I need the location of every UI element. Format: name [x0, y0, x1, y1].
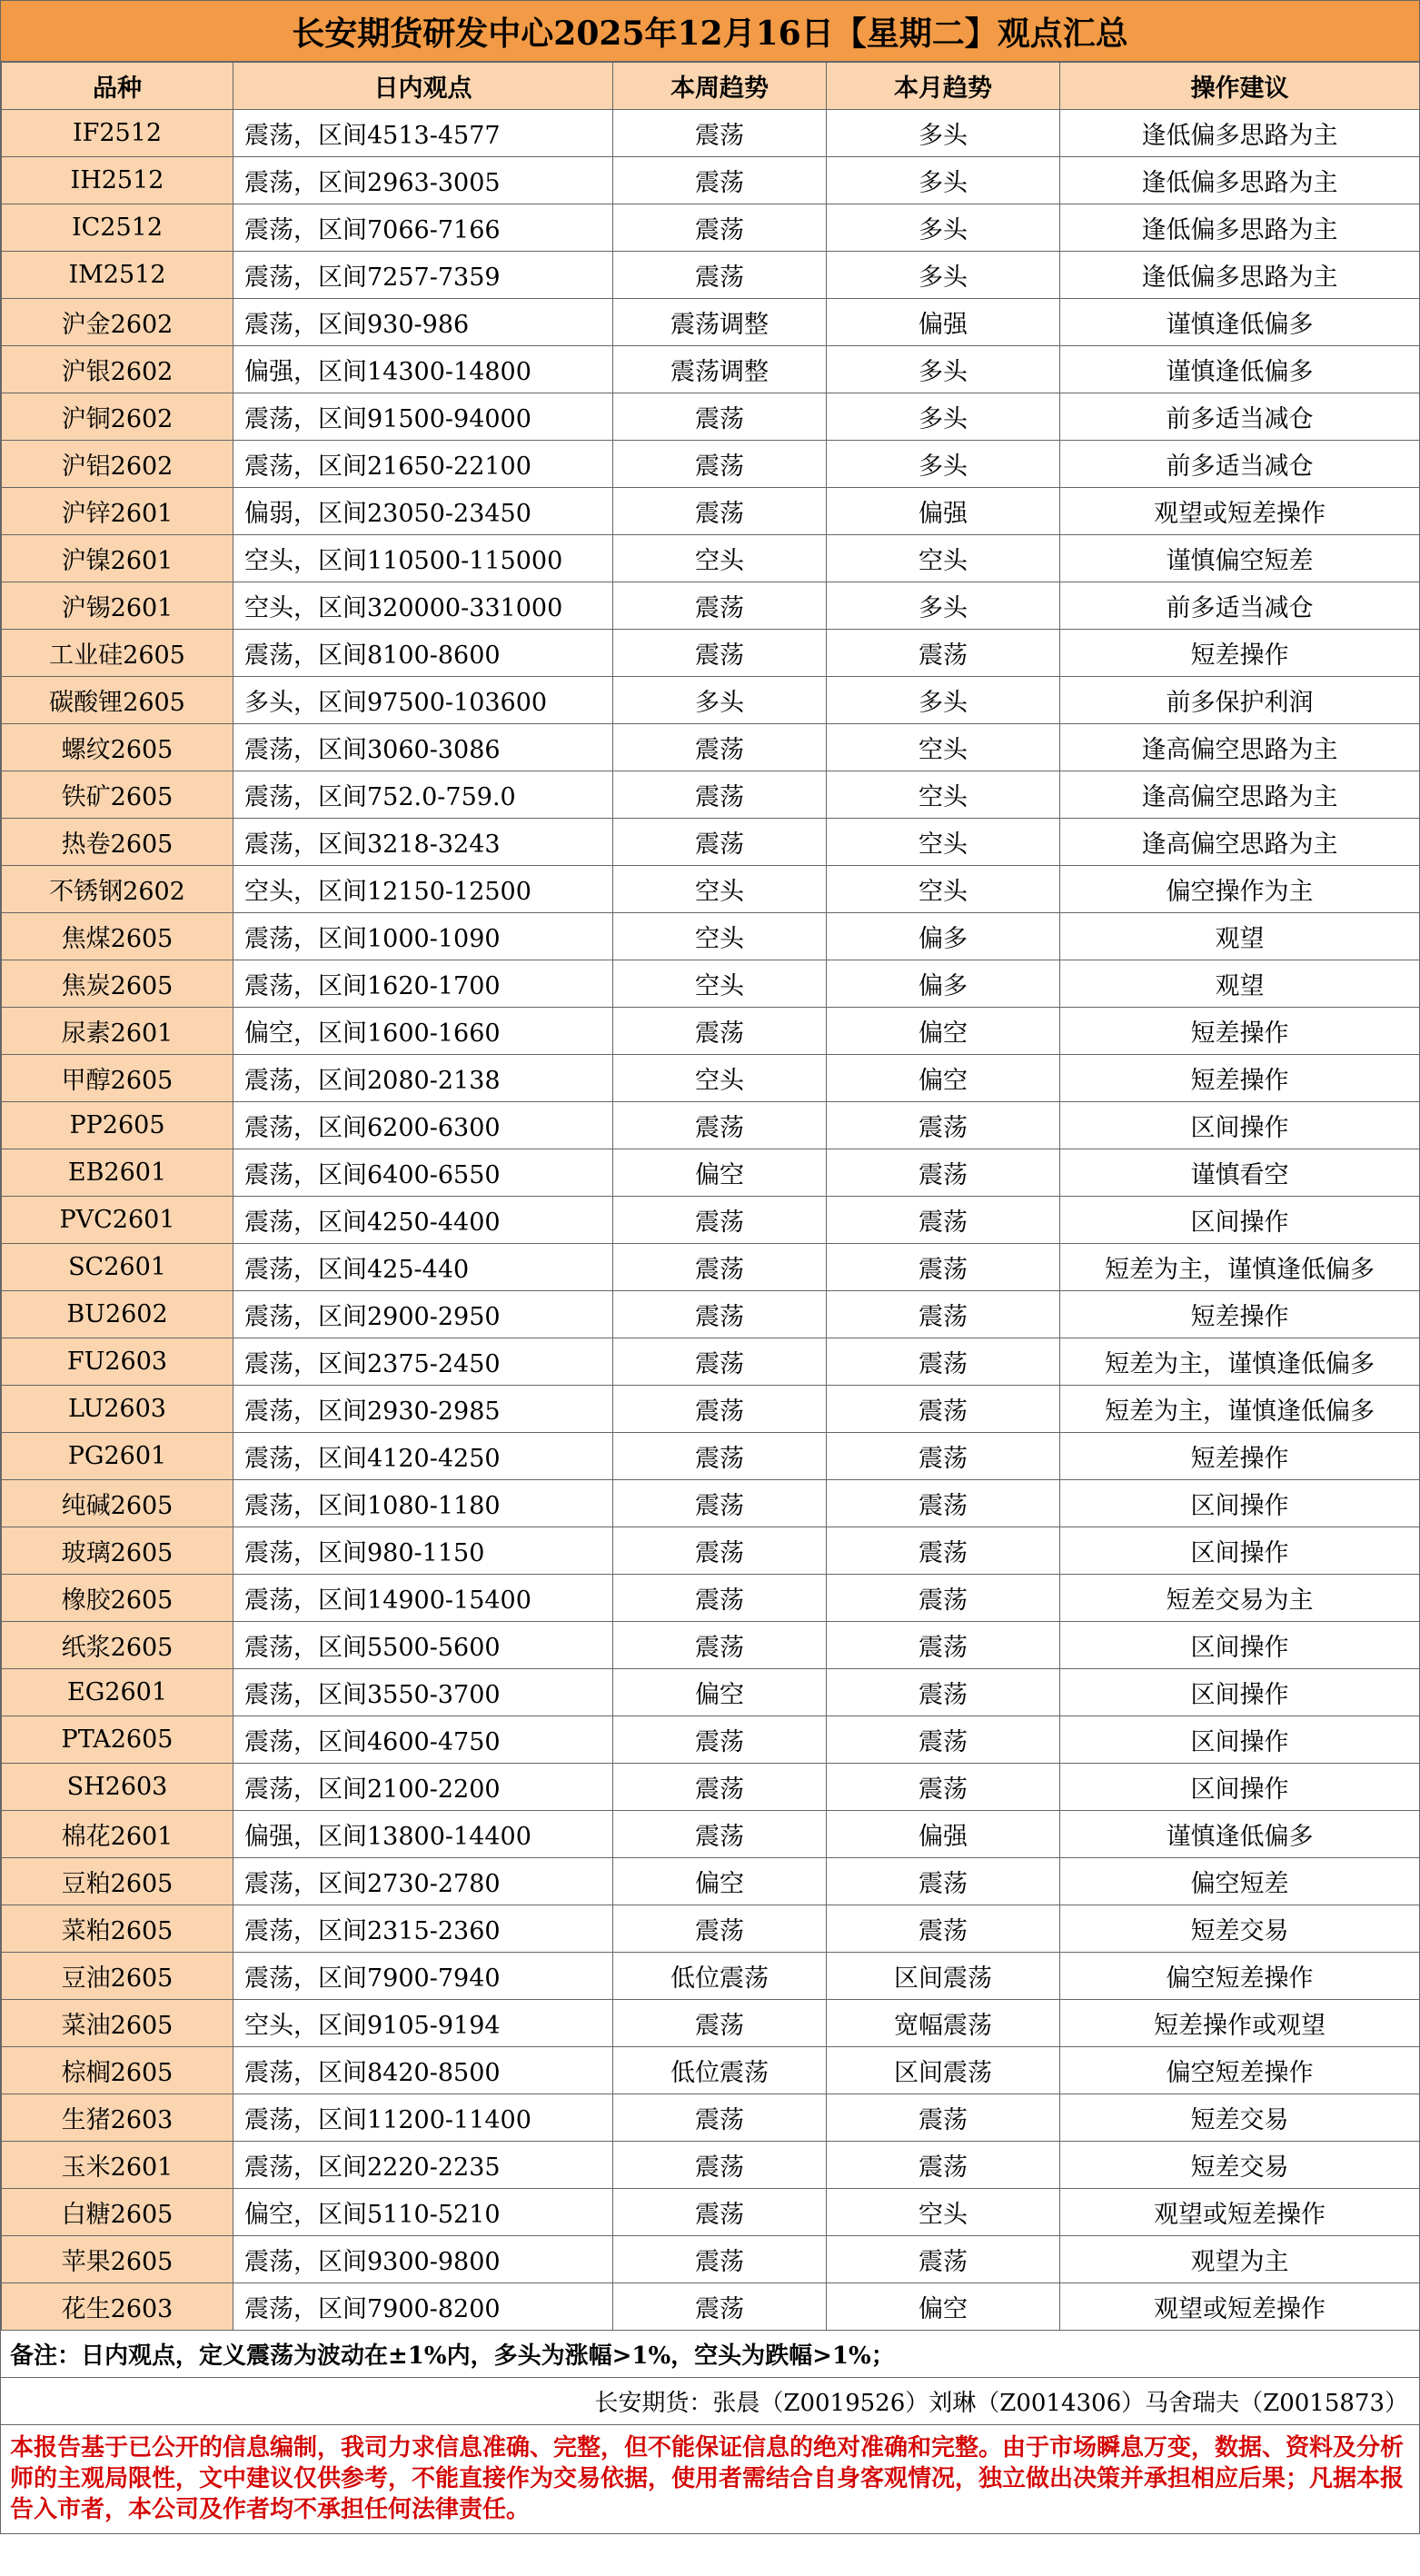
- cell-week-trend: 空头: [613, 913, 827, 960]
- table-row: [2, 1197, 1420, 1244]
- cell-variety: 苹果2605: [2, 2236, 233, 2283]
- cell-advice: 偏空短差操作: [1060, 1953, 1420, 2000]
- cell-week-trend: 震荡: [613, 1338, 827, 1386]
- table-row: [2, 1433, 1420, 1480]
- cell-intraday-view: 震荡，区间930-986: [233, 299, 613, 346]
- table-row: [2, 1149, 1420, 1197]
- cell-month-trend: 震荡: [827, 1764, 1060, 1811]
- table-body: [2, 110, 1420, 2331]
- cell-intraday-view: 震荡，区间4600-4750: [233, 1716, 613, 1764]
- header-variety: 品种: [2, 63, 233, 110]
- cell-advice: 观望或短差操作: [1060, 2189, 1420, 2236]
- table-row: [2, 582, 1420, 630]
- cell-advice: 区间操作: [1060, 1102, 1420, 1149]
- cell-week-trend: 震荡: [613, 1764, 827, 1811]
- cell-intraday-view: 震荡，区间1620-1700: [233, 960, 613, 1008]
- cell-month-trend: 震荡: [827, 1858, 1060, 1905]
- cell-intraday-view: 偏空，区间1600-1660: [233, 1008, 613, 1055]
- table-row: [2, 1858, 1420, 1905]
- cell-intraday-view: 震荡，区间1000-1090: [233, 913, 613, 960]
- views-table: [1, 62, 1420, 2331]
- cell-intraday-view: 震荡，区间2080-2138: [233, 1055, 613, 1102]
- cell-advice: 短差操作或观望: [1060, 2000, 1420, 2047]
- cell-variety: 铁矿2605: [2, 771, 233, 819]
- cell-advice: 逢高偏空思路为主: [1060, 771, 1420, 819]
- cell-intraday-view: 震荡，区间7066-7166: [233, 204, 613, 252]
- cell-advice: 区间操作: [1060, 1764, 1420, 1811]
- table-row: [2, 677, 1420, 724]
- cell-advice: 短差操作: [1060, 1433, 1420, 1480]
- cell-month-trend: 空头: [827, 866, 1060, 913]
- header-advice: 操作建议: [1060, 63, 1420, 110]
- table-row: [2, 819, 1420, 866]
- cell-variety: 棕榈2605: [2, 2047, 233, 2094]
- cell-week-trend: 空头: [613, 1055, 827, 1102]
- cell-intraday-view: 空头，区间320000-331000: [233, 582, 613, 630]
- cell-variety: 焦煤2605: [2, 913, 233, 960]
- cell-month-trend: 震荡: [827, 1102, 1060, 1149]
- table-row: [2, 960, 1420, 1008]
- cell-week-trend: 多头: [613, 677, 827, 724]
- cell-advice: 逢低偏多思路为主: [1060, 204, 1420, 252]
- cell-intraday-view: 偏强，区间14300-14800: [233, 346, 613, 393]
- cell-variety: 橡胶2605: [2, 1575, 233, 1622]
- cell-month-trend: 震荡: [827, 1149, 1060, 1197]
- cell-advice: 短差操作: [1060, 1055, 1420, 1102]
- cell-month-trend: 震荡: [827, 2236, 1060, 2283]
- cell-month-trend: 多头: [827, 204, 1060, 252]
- cell-advice: 短差交易: [1060, 1905, 1420, 1953]
- cell-variety: 沪镍2601: [2, 535, 233, 582]
- cell-intraday-view: 偏强，区间13800-14400: [233, 1811, 613, 1858]
- cell-intraday-view: 震荡，区间8420-8500: [233, 2047, 613, 2094]
- cell-month-trend: 震荡: [827, 1622, 1060, 1669]
- cell-intraday-view: 震荡，区间3060-3086: [233, 724, 613, 771]
- cell-intraday-view: 震荡，区间6200-6300: [233, 1102, 613, 1149]
- cell-advice: 偏空短差: [1060, 1858, 1420, 1905]
- cell-intraday-view: 震荡，区间425-440: [233, 1244, 613, 1291]
- table-row: [2, 1480, 1420, 1527]
- table-row: [2, 299, 1420, 346]
- cell-month-trend: 空头: [827, 771, 1060, 819]
- cell-month-trend: 偏空: [827, 1008, 1060, 1055]
- table-row: [2, 2094, 1420, 2142]
- header-week-trend: 本周趋势: [613, 63, 827, 110]
- table-row: [2, 2236, 1420, 2283]
- cell-variety: SC2601: [2, 1244, 233, 1291]
- cell-intraday-view: 震荡，区间21650-22100: [233, 441, 613, 488]
- cell-intraday-view: 震荡，区间2963-3005: [233, 157, 613, 204]
- cell-intraday-view: 震荡，区间8100-8600: [233, 630, 613, 677]
- cell-week-trend: 震荡: [613, 771, 827, 819]
- cell-week-trend: 震荡: [613, 1102, 827, 1149]
- cell-week-trend: 震荡: [613, 1197, 827, 1244]
- cell-week-trend: 震荡: [613, 724, 827, 771]
- cell-variety: 甲醇2605: [2, 1055, 233, 1102]
- cell-intraday-view: 震荡，区间14900-15400: [233, 1575, 613, 1622]
- cell-week-trend: 震荡: [613, 2283, 827, 2331]
- cell-intraday-view: 震荡，区间2730-2780: [233, 1858, 613, 1905]
- cell-advice: 短差交易: [1060, 2142, 1420, 2189]
- cell-variety: IH2512: [2, 157, 233, 204]
- cell-advice: 区间操作: [1060, 1197, 1420, 1244]
- cell-month-trend: 震荡: [827, 2142, 1060, 2189]
- table-row: [2, 204, 1420, 252]
- table-row: [2, 110, 1420, 157]
- cell-month-trend: 震荡: [827, 1669, 1060, 1716]
- header-intraday: 日内观点: [233, 63, 613, 110]
- cell-month-trend: 空头: [827, 535, 1060, 582]
- cell-variety: 棉花2601: [2, 1811, 233, 1858]
- table-row: [2, 630, 1420, 677]
- cell-variety: IM2512: [2, 252, 233, 299]
- cell-advice: 观望: [1060, 960, 1420, 1008]
- cell-advice: 偏空操作为主: [1060, 866, 1420, 913]
- cell-week-trend: 空头: [613, 960, 827, 1008]
- cell-variety: 豆粕2605: [2, 1858, 233, 1905]
- cell-week-trend: 震荡: [613, 1575, 827, 1622]
- cell-advice: 短差操作: [1060, 1291, 1420, 1338]
- cell-advice: 逢低偏多思路为主: [1060, 110, 1420, 157]
- cell-week-trend: 震荡: [613, 1622, 827, 1669]
- cell-week-trend: 空头: [613, 535, 827, 582]
- cell-variety: PTA2605: [2, 1716, 233, 1764]
- cell-advice: 区间操作: [1060, 1622, 1420, 1669]
- cell-variety: EB2601: [2, 1149, 233, 1197]
- cell-month-trend: 震荡: [827, 1716, 1060, 1764]
- cell-week-trend: 低位震荡: [613, 2047, 827, 2094]
- cell-intraday-view: 震荡，区间2100-2200: [233, 1764, 613, 1811]
- cell-month-trend: 震荡: [827, 1480, 1060, 1527]
- cell-advice: 观望为主: [1060, 2236, 1420, 2283]
- cell-month-trend: 区间震荡: [827, 2047, 1060, 2094]
- cell-month-trend: 震荡: [827, 1575, 1060, 1622]
- cell-week-trend: 震荡: [613, 1905, 827, 1953]
- cell-month-trend: 震荡: [827, 1433, 1060, 1480]
- cell-month-trend: 区间震荡: [827, 1953, 1060, 2000]
- cell-month-trend: 震荡: [827, 1386, 1060, 1433]
- cell-variety: 沪银2602: [2, 346, 233, 393]
- cell-week-trend: 震荡: [613, 1291, 827, 1338]
- table-row: [2, 1244, 1420, 1291]
- cell-variety: 螺纹2605: [2, 724, 233, 771]
- cell-intraday-view: 震荡，区间2315-2360: [233, 1905, 613, 1953]
- table-row: [2, 2000, 1420, 2047]
- cell-intraday-view: 震荡，区间3218-3243: [233, 819, 613, 866]
- cell-variety: LU2603: [2, 1386, 233, 1433]
- cell-month-trend: 宽幅震荡: [827, 2000, 1060, 2047]
- cell-variety: 不锈钢2602: [2, 866, 233, 913]
- table-row: [2, 2047, 1420, 2094]
- cell-week-trend: 震荡: [613, 157, 827, 204]
- table-row: [2, 1764, 1420, 1811]
- table-row: [2, 724, 1420, 771]
- cell-variety: PVC2601: [2, 1197, 233, 1244]
- cell-week-trend: 震荡: [613, 2236, 827, 2283]
- cell-month-trend: 多头: [827, 582, 1060, 630]
- cell-advice: 谨慎偏空短差: [1060, 535, 1420, 582]
- table-row: [2, 771, 1420, 819]
- cell-intraday-view: 震荡，区间11200-11400: [233, 2094, 613, 2142]
- cell-variety: 工业硅2605: [2, 630, 233, 677]
- cell-advice: 前多适当减仓: [1060, 393, 1420, 441]
- cell-variety: 玻璃2605: [2, 1527, 233, 1575]
- cell-advice: 逢高偏空思路为主: [1060, 819, 1420, 866]
- cell-variety: 豆油2605: [2, 1953, 233, 2000]
- cell-week-trend: 震荡: [613, 393, 827, 441]
- cell-advice: 谨慎看空: [1060, 1149, 1420, 1197]
- table-row: [2, 1811, 1420, 1858]
- cell-week-trend: 震荡: [613, 1480, 827, 1527]
- cell-intraday-view: 偏空，区间5110-5210: [233, 2189, 613, 2236]
- cell-variety: 菜油2605: [2, 2000, 233, 2047]
- cell-advice: 短差操作: [1060, 630, 1420, 677]
- cell-week-trend: 偏空: [613, 1858, 827, 1905]
- table-row: [2, 1055, 1420, 1102]
- cell-variety: 热卷2605: [2, 819, 233, 866]
- cell-advice: 前多适当减仓: [1060, 582, 1420, 630]
- header-month-trend: 本月趋势: [827, 63, 1060, 110]
- table-row: [2, 252, 1420, 299]
- cell-month-trend: 震荡: [827, 1905, 1060, 1953]
- analyst-credits: 长安期货：张晨（Z0019526）刘琳（Z0014306）马舍瑞夫（Z0015873）: [1, 2378, 1419, 2425]
- cell-month-trend: 偏强: [827, 1811, 1060, 1858]
- cell-variety: EG2601: [2, 1669, 233, 1716]
- cell-variety: 沪铜2602: [2, 393, 233, 441]
- table-row: [2, 1575, 1420, 1622]
- cell-variety: 纯碱2605: [2, 1480, 233, 1527]
- cell-week-trend: 震荡: [613, 630, 827, 677]
- cell-month-trend: 偏强: [827, 299, 1060, 346]
- cell-month-trend: 偏强: [827, 488, 1060, 535]
- cell-advice: 区间操作: [1060, 1480, 1420, 1527]
- cell-week-trend: 震荡: [613, 2094, 827, 2142]
- table-row: [2, 1527, 1420, 1575]
- cell-month-trend: 偏多: [827, 913, 1060, 960]
- cell-variety: 白糖2605: [2, 2189, 233, 2236]
- cell-month-trend: 多头: [827, 677, 1060, 724]
- cell-intraday-view: 空头，区间110500-115000: [233, 535, 613, 582]
- cell-advice: 逢低偏多思路为主: [1060, 252, 1420, 299]
- cell-month-trend: 偏多: [827, 960, 1060, 1008]
- table-row: [2, 1338, 1420, 1386]
- cell-advice: 偏空短差操作: [1060, 2047, 1420, 2094]
- cell-variety: 沪铝2602: [2, 441, 233, 488]
- cell-week-trend: 震荡: [613, 2189, 827, 2236]
- cell-intraday-view: 偏弱，区间23050-23450: [233, 488, 613, 535]
- cell-advice: 短差为主，谨慎逢低偏多: [1060, 1244, 1420, 1291]
- cell-week-trend: 震荡: [613, 819, 827, 866]
- table-row: [2, 1669, 1420, 1716]
- cell-week-trend: 震荡: [613, 252, 827, 299]
- cell-variety: 沪锌2601: [2, 488, 233, 535]
- cell-intraday-view: 震荡，区间4250-4400: [233, 1197, 613, 1244]
- table-row: [2, 157, 1420, 204]
- cell-advice: 短差为主，谨慎逢低偏多: [1060, 1338, 1420, 1386]
- cell-variety: 尿素2601: [2, 1008, 233, 1055]
- cell-month-trend: 空头: [827, 2189, 1060, 2236]
- cell-intraday-view: 震荡，区间6400-6550: [233, 1149, 613, 1197]
- table-row: [2, 488, 1420, 535]
- cell-week-trend: 震荡: [613, 1244, 827, 1291]
- table-row: [2, 2189, 1420, 2236]
- table-row: [2, 2283, 1420, 2331]
- cell-month-trend: 偏空: [827, 1055, 1060, 1102]
- cell-week-trend: 震荡: [613, 204, 827, 252]
- disclaimer: 本报告基于已公开的信息编制，我司力求信息准确、完整，但不能保证信息的绝对准确和完整。由于市场瞬息万变，数据、资料及分析师的主观局限性，文中建议仅供参考，不能直接作为交易依据，使用者需结合自身客观情况，独立做出决策并承担相应后果；凡据本报告入市者，本公司及作者均不承担任何法律责任。: [1, 2425, 1419, 2534]
- cell-intraday-view: 空头，区间12150-12500: [233, 866, 613, 913]
- cell-intraday-view: 多头，区间97500-103600: [233, 677, 613, 724]
- cell-intraday-view: 震荡，区间3550-3700: [233, 1669, 613, 1716]
- cell-week-trend: 震荡: [613, 1008, 827, 1055]
- cell-month-trend: 震荡: [827, 1244, 1060, 1291]
- cell-month-trend: 多头: [827, 393, 1060, 441]
- cell-month-trend: 多头: [827, 252, 1060, 299]
- cell-advice: 区间操作: [1060, 1527, 1420, 1575]
- cell-week-trend: 震荡调整: [613, 299, 827, 346]
- cell-month-trend: 震荡: [827, 1197, 1060, 1244]
- cell-variety: PG2601: [2, 1433, 233, 1480]
- cell-intraday-view: 震荡，区间7257-7359: [233, 252, 613, 299]
- cell-week-trend: 震荡: [613, 441, 827, 488]
- cell-advice: 区间操作: [1060, 1716, 1420, 1764]
- cell-intraday-view: 震荡，区间4513-4577: [233, 110, 613, 157]
- cell-intraday-view: 震荡，区间2900-2950: [233, 1291, 613, 1338]
- cell-week-trend: 震荡: [613, 2000, 827, 2047]
- cell-week-trend: 低位震荡: [613, 1953, 827, 2000]
- cell-intraday-view: 震荡，区间2930-2985: [233, 1386, 613, 1433]
- cell-advice: 逢低偏多思路为主: [1060, 157, 1420, 204]
- cell-week-trend: 震荡调整: [613, 346, 827, 393]
- cell-month-trend: 震荡: [827, 1291, 1060, 1338]
- cell-advice: 短差交易为主: [1060, 1575, 1420, 1622]
- cell-advice: 逢高偏空思路为主: [1060, 724, 1420, 771]
- header-row: [2, 63, 1420, 110]
- cell-variety: 玉米2601: [2, 2142, 233, 2189]
- cell-week-trend: 偏空: [613, 1149, 827, 1197]
- cell-week-trend: 震荡: [613, 1527, 827, 1575]
- cell-variety: 纸浆2605: [2, 1622, 233, 1669]
- cell-week-trend: 空头: [613, 866, 827, 913]
- cell-variety: PP2605: [2, 1102, 233, 1149]
- cell-month-trend: 震荡: [827, 1527, 1060, 1575]
- cell-week-trend: 震荡: [613, 488, 827, 535]
- cell-intraday-view: 震荡，区间2375-2450: [233, 1338, 613, 1386]
- table-row: [2, 346, 1420, 393]
- table-row: [2, 535, 1420, 582]
- cell-variety: FU2603: [2, 1338, 233, 1386]
- cell-month-trend: 震荡: [827, 1338, 1060, 1386]
- table-row: [2, 866, 1420, 913]
- cell-month-trend: 震荡: [827, 2094, 1060, 2142]
- cell-variety: 焦炭2605: [2, 960, 233, 1008]
- cell-advice: 观望或短差操作: [1060, 488, 1420, 535]
- cell-advice: 区间操作: [1060, 1669, 1420, 1716]
- cell-week-trend: 震荡: [613, 1811, 827, 1858]
- cell-variety: 碳酸锂2605: [2, 677, 233, 724]
- cell-variety: 沪锡2601: [2, 582, 233, 630]
- cell-variety: 沪金2602: [2, 299, 233, 346]
- cell-variety: SH2603: [2, 1764, 233, 1811]
- report-title: 长安期货研发中心2025年12月16日【星期二】观点汇总: [1, 0, 1419, 62]
- cell-intraday-view: 震荡，区间9300-9800: [233, 2236, 613, 2283]
- table-row: [2, 913, 1420, 960]
- cell-variety: 生猪2603: [2, 2094, 233, 2142]
- cell-advice: 短差为主，谨慎逢低偏多: [1060, 1386, 1420, 1433]
- cell-advice: 观望或短差操作: [1060, 2283, 1420, 2331]
- table-row: [2, 1716, 1420, 1764]
- table-row: [2, 1291, 1420, 1338]
- cell-week-trend: 偏空: [613, 1669, 827, 1716]
- table-row: [2, 1386, 1420, 1433]
- cell-advice: 观望: [1060, 913, 1420, 960]
- cell-month-trend: 偏空: [827, 2283, 1060, 2331]
- table-row: [2, 2142, 1420, 2189]
- cell-week-trend: 震荡: [613, 1386, 827, 1433]
- cell-advice: 前多适当减仓: [1060, 441, 1420, 488]
- cell-month-trend: 多头: [827, 110, 1060, 157]
- cell-intraday-view: 震荡，区间980-1150: [233, 1527, 613, 1575]
- table-row: [2, 1953, 1420, 2000]
- cell-week-trend: 震荡: [613, 2142, 827, 2189]
- cell-advice: 短差交易: [1060, 2094, 1420, 2142]
- table-row: [2, 441, 1420, 488]
- cell-week-trend: 震荡: [613, 1716, 827, 1764]
- cell-advice: 谨慎逢低偏多: [1060, 1811, 1420, 1858]
- cell-month-trend: 空头: [827, 724, 1060, 771]
- cell-variety: BU2602: [2, 1291, 233, 1338]
- cell-variety: 花生2603: [2, 2283, 233, 2331]
- table-row: [2, 1008, 1420, 1055]
- cell-advice: 谨慎逢低偏多: [1060, 346, 1420, 393]
- cell-intraday-view: 震荡，区间7900-7940: [233, 1953, 613, 2000]
- cell-month-trend: 多头: [827, 346, 1060, 393]
- table-row: [2, 1905, 1420, 1953]
- cell-month-trend: 多头: [827, 157, 1060, 204]
- cell-variety: IF2512: [2, 110, 233, 157]
- cell-intraday-view: 空头，区间9105-9194: [233, 2000, 613, 2047]
- cell-week-trend: 震荡: [613, 1433, 827, 1480]
- cell-intraday-view: 震荡，区间752.0-759.0: [233, 771, 613, 819]
- cell-intraday-view: 震荡，区间91500-94000: [233, 393, 613, 441]
- footnote: 备注：日内观点，定义震荡为波动在±1%内，多头为涨幅>1%，空头为跌幅>1%；: [1, 2331, 1419, 2378]
- cell-variety: 菜粕2605: [2, 1905, 233, 1953]
- cell-week-trend: 震荡: [613, 110, 827, 157]
- cell-month-trend: 多头: [827, 441, 1060, 488]
- cell-intraday-view: 震荡，区间5500-5600: [233, 1622, 613, 1669]
- cell-week-trend: 震荡: [613, 582, 827, 630]
- table-row: [2, 393, 1420, 441]
- cell-advice: 前多保护利润: [1060, 677, 1420, 724]
- table-row: [2, 1102, 1420, 1149]
- cell-advice: 短差操作: [1060, 1008, 1420, 1055]
- cell-variety: IC2512: [2, 204, 233, 252]
- cell-intraday-view: 震荡，区间2220-2235: [233, 2142, 613, 2189]
- cell-intraday-view: 震荡，区间7900-8200: [233, 2283, 613, 2331]
- cell-month-trend: 空头: [827, 819, 1060, 866]
- cell-advice: 谨慎逢低偏多: [1060, 299, 1420, 346]
- cell-intraday-view: 震荡，区间4120-4250: [233, 1433, 613, 1480]
- cell-intraday-view: 震荡，区间1080-1180: [233, 1480, 613, 1527]
- table-row: [2, 1622, 1420, 1669]
- cell-month-trend: 震荡: [827, 630, 1060, 677]
